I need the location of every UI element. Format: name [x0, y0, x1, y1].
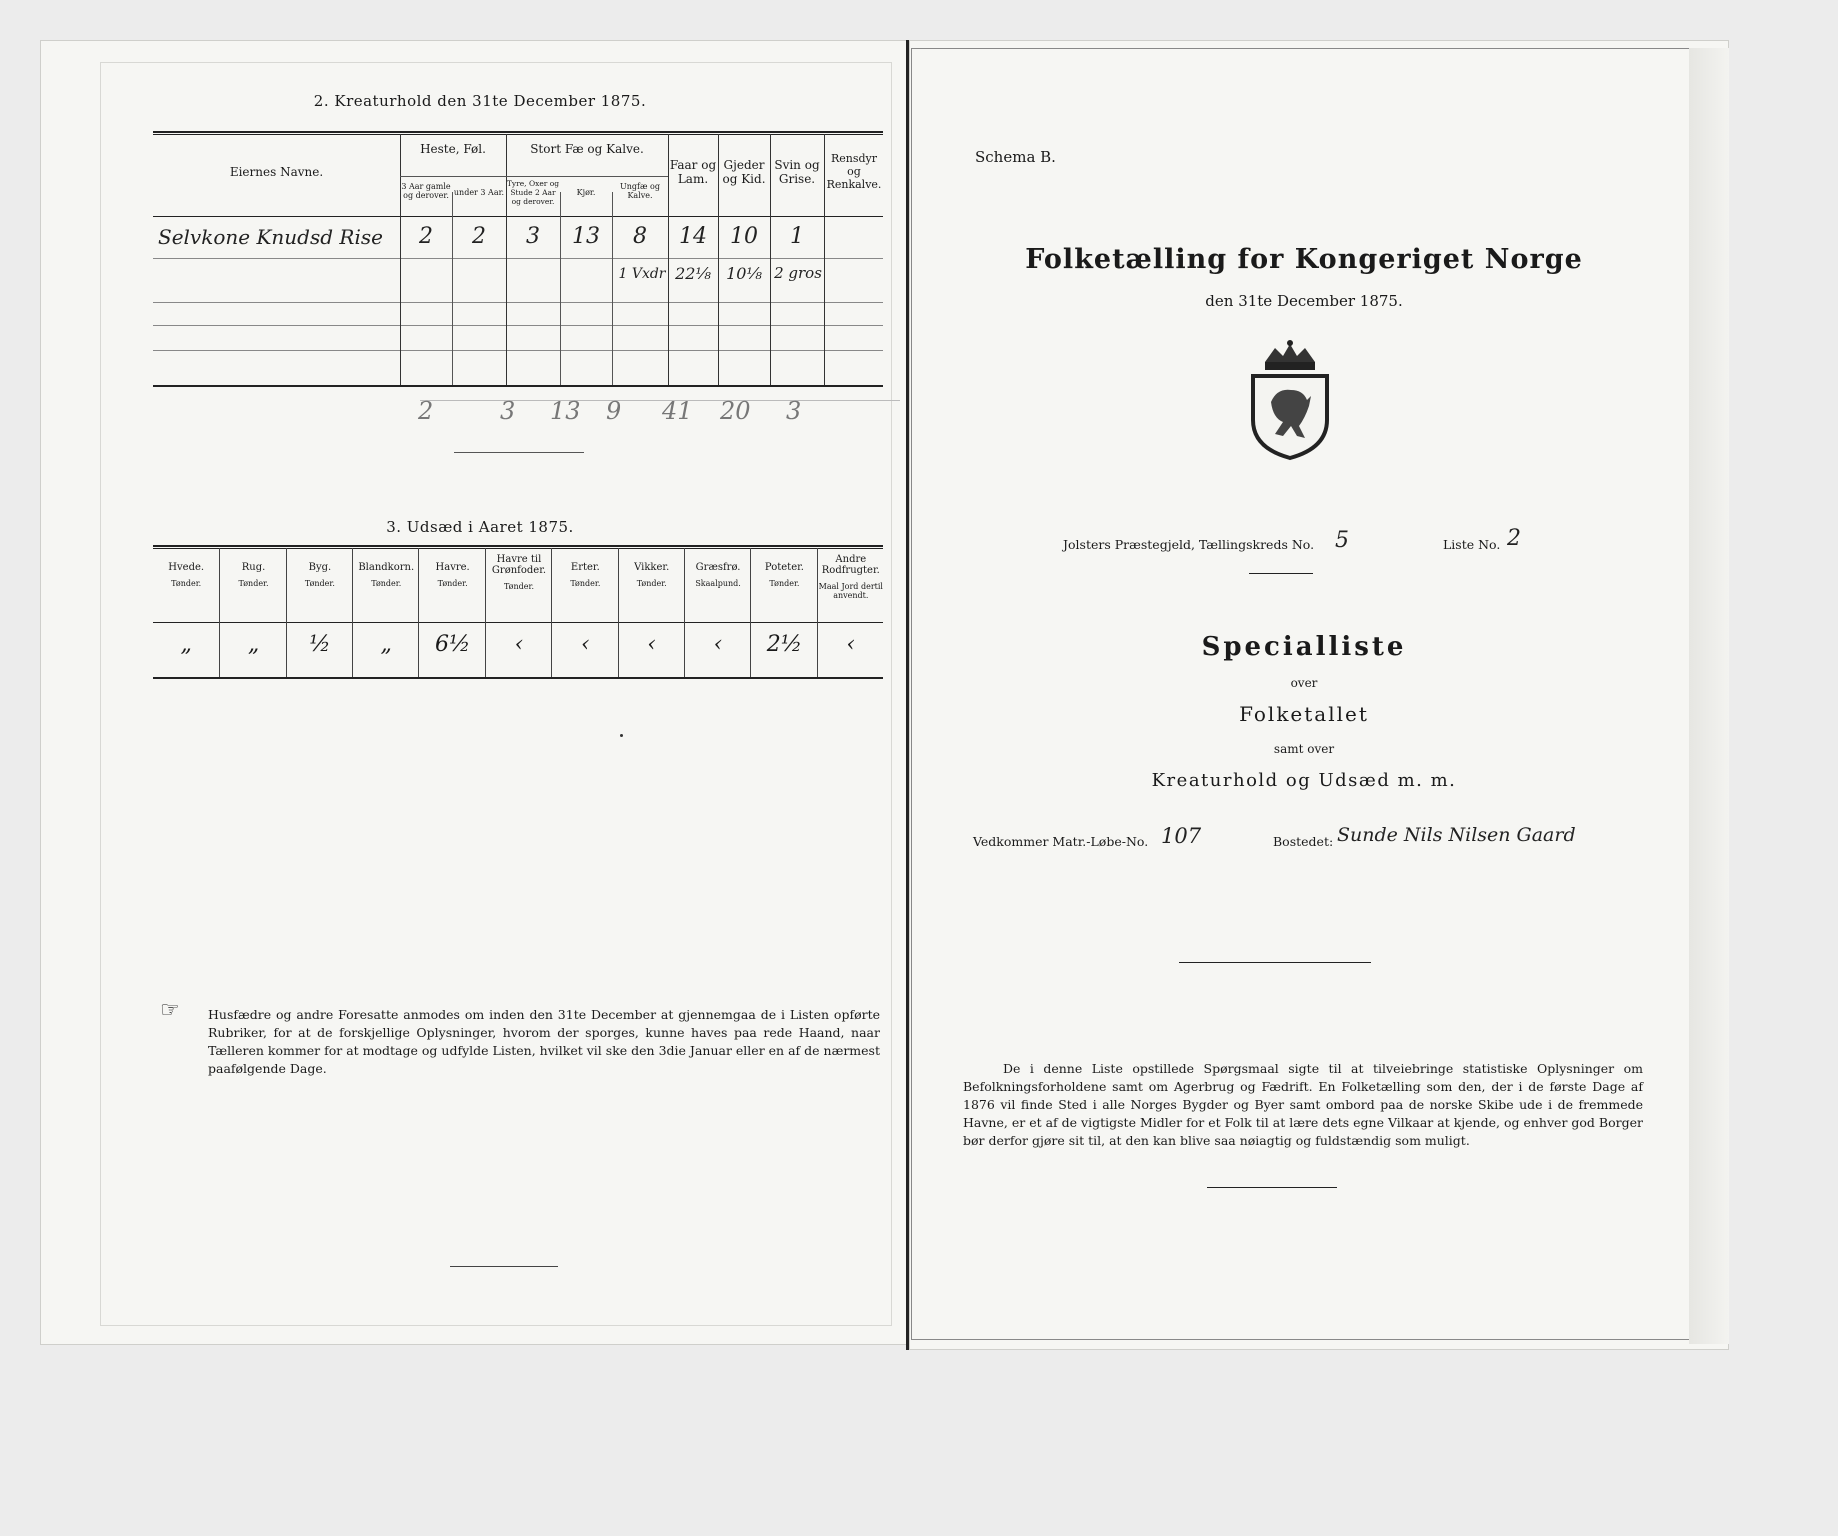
fae-sub2: Kjør. [576, 188, 596, 197]
pointing-hand-icon: ☞ [160, 998, 180, 1023]
owner-header: Eiernes Navne. [229, 165, 324, 179]
specialliste-heading: Specialliste [1201, 632, 1407, 662]
udsaed-column [551, 548, 618, 677]
udsaed-header: Græsfrø. [695, 562, 741, 573]
udsaed-column [153, 548, 219, 677]
udsaed-column [418, 548, 485, 677]
heste-sub2: under 3 Aar. [453, 188, 505, 197]
gjeder-value: 10 [730, 224, 758, 249]
udsaed-header: Vikker. [634, 562, 670, 573]
udsaed-column [352, 548, 419, 677]
udsaed-unit: Maal Jord dertil anvendt. [818, 582, 883, 600]
udsaed-header: Erter. [570, 562, 600, 573]
rensdyr-header: Rensdyr og Renkalve. [826, 152, 882, 191]
udsaed-value: ‹ [713, 632, 723, 657]
faar-header: Faar og Lam. [669, 158, 717, 186]
table2-row-rule [153, 302, 883, 303]
fae-sub1: Tyre, Oxer og Stude 2 Aar og derover. [506, 179, 560, 206]
table3 [153, 548, 883, 677]
section2-title: 2. Kreaturhold den 31te December 1875. [313, 92, 647, 110]
footnote: Husfædre og andre Foresatte anmodes om inden den 31te December at gjennemgaa de i Listen opførte Rubriker, for at de forskjellige Oplysninger, hvorom der sporges, kunne haves paa rede Haand, naar Tælleren kommer for at modtage og udfylde Listen, hvilket vil ske den 3die Januar eller en af de nærmest paafølgende Dage. [208, 1007, 880, 1076]
udsaed-value: ‹ [647, 632, 657, 657]
right-page [906, 40, 1729, 1350]
liste-label: Liste No. [1443, 537, 1501, 552]
total-1: 2 [418, 397, 434, 425]
heste-sub1: 3 Aar gamle og derover. [401, 182, 451, 200]
udsaed-column [286, 548, 353, 677]
gjeder-note: 10⅛ [726, 264, 762, 283]
udsaed-unit: Tønder. [171, 579, 202, 588]
udsaed-column [684, 548, 751, 677]
table2-top-rule [153, 131, 883, 133]
udsaed-value: 2½ [766, 632, 803, 657]
udsaed-header: Andre Rodfrugter. [821, 554, 880, 576]
total-2: 3 [500, 397, 516, 425]
udsaed-unit: Tønder. [769, 579, 800, 588]
udsaed-header: Poteter. [764, 562, 804, 573]
table2-row-rule [153, 325, 883, 326]
udsaed-unit: Tønder. [570, 579, 601, 588]
udsaed-value: „ [247, 632, 260, 657]
udsaed-unit: Tønder. [503, 582, 534, 591]
left-page [40, 40, 916, 1345]
ungfae-note: 1 Vxdr [618, 266, 666, 282]
udsaed-header: Blandkorn. [358, 562, 415, 573]
total-3: 13 [550, 397, 581, 425]
liste-number: 2 [1507, 526, 1521, 551]
udsaed-header: Hvede. [168, 562, 205, 573]
kreds-number: 5 [1335, 528, 1349, 553]
kreaturhold-text: Kreaturhold og Udsæd m. m. [1151, 770, 1457, 791]
udsaed-value: ‹ [514, 632, 524, 657]
vline [400, 134, 401, 385]
udsaed-header: Havre til Grønfoder. [491, 554, 547, 576]
subheader-rule [400, 176, 668, 177]
total-7: 3 [786, 397, 802, 425]
heste-header: Heste, Føl. [420, 142, 486, 156]
svin-header: Svin og Grise. [774, 158, 820, 186]
coat-of-arms-icon [1245, 340, 1335, 462]
faar-value: 14 [679, 224, 707, 249]
udsaed-value: 6½ [434, 632, 471, 657]
main-subtitle: den 31te December 1875. [1205, 292, 1403, 310]
bosted-label: Bostedet: [1273, 834, 1334, 849]
ink-dot [620, 734, 623, 737]
heste-value: 2 [419, 224, 433, 249]
divider-1 [1249, 573, 1313, 574]
stort-fae-header: Stort Fæ og Kalve. [530, 142, 644, 156]
faar-note: 22⅛ [675, 264, 711, 283]
table2-top-rule2 [153, 134, 883, 135]
udsaed-unit: Tønder. [304, 579, 335, 588]
udsaed-column [485, 548, 552, 677]
udsaed-header: Havre. [435, 562, 470, 573]
svin-note: 2 gros [774, 264, 822, 282]
vline [560, 192, 561, 385]
table2-header-rule [153, 216, 883, 217]
udsaed-unit: Skaalpund. [695, 579, 741, 588]
total-4: 9 [606, 397, 622, 425]
vline [612, 192, 613, 385]
fae-sub3: Ungfæ og Kalve. [620, 182, 660, 200]
udsaed-value: ‹ [580, 632, 590, 657]
ungfae-value: 8 [633, 224, 647, 249]
udsaed-value: „ [380, 632, 392, 657]
table2-row-rule [153, 350, 883, 351]
bottom-divider [450, 1266, 558, 1267]
fol-value: 2 [472, 224, 486, 249]
total-5: 41 [662, 397, 693, 425]
udsaed-unit: Tønder. [437, 579, 468, 588]
svin-value: 1 [790, 224, 804, 249]
udsaed-unit: Tønder. [371, 579, 402, 588]
udsaed-header: Rug. [241, 562, 266, 573]
over-text: over [1290, 676, 1318, 690]
kjor-value: 13 [572, 224, 600, 249]
short-divider [454, 452, 584, 453]
vline [452, 192, 453, 385]
matr-label: Vedkommer Matr.-Løbe-No. [973, 834, 1149, 849]
udsaed-column [219, 548, 286, 677]
udsaed-header: Byg. [308, 562, 332, 573]
table2-row-rule [153, 258, 883, 259]
udsaed-column [618, 548, 685, 677]
table2-bottom-rule [153, 385, 883, 387]
udsaed-unit: Tønder. [238, 579, 269, 588]
udsaed-value: ½ [309, 632, 331, 657]
gjeder-header: Gjeder og Kid. [722, 158, 766, 186]
owner-name: Selvkone Knudsd Rise [158, 225, 383, 249]
pencil-rule [420, 400, 900, 401]
udsaed-value: ‹ [846, 632, 856, 657]
vline [506, 134, 507, 385]
matr-number: 107 [1161, 824, 1202, 848]
schema-label: Schema B. [975, 148, 1056, 166]
main-title: Folketælling for Kongeriget Norge [1025, 244, 1583, 275]
tyre-value: 3 [526, 224, 540, 249]
folketallet-text: Folketallet [1239, 702, 1369, 726]
udsaed-unit: Tønder. [636, 579, 667, 588]
left-page-frame [100, 62, 892, 1326]
page-edge [1689, 48, 1729, 1344]
samt-over-text: samt over [1273, 742, 1335, 756]
table3-top-rule [153, 545, 883, 547]
udsaed-value: „ [180, 632, 192, 657]
intro-paragraph: De i denne Liste opstillede Spørgsmaal sigte til at tilveiebringe statistiske Oplysninger om Befolkningsforholdene samt om Agerbrug og Fædrift. En Folketælling som den, der i de første Dage af 1876 vil finde Sted i alle Norges Bygder og Byer samt ombord paa de norske Skibe ude i de fremmede Havne, er et af de vigtigste Midler for et Folk til at lære dets egne Vilkaar at kjende, og enhver god Borger bør derfor gjøre sit til, at den kan blive saa nøiagtig og fuldstændig som muligt. [963, 1061, 1643, 1148]
section3-title: 3. Udsæd i Aaret 1875. [386, 518, 574, 536]
divider-2 [1179, 962, 1371, 963]
bosted-value: Sunde Nils Nilsen Gaard [1337, 824, 1576, 846]
total-6: 20 [720, 397, 751, 425]
udsaed-column [817, 548, 884, 677]
prestegjeld-label: Jolsters Præstegjeld, Tællingskreds No. [1063, 537, 1315, 552]
divider-3 [1207, 1187, 1337, 1188]
udsaed-column [750, 548, 817, 677]
table3-bottom-rule [153, 677, 883, 679]
